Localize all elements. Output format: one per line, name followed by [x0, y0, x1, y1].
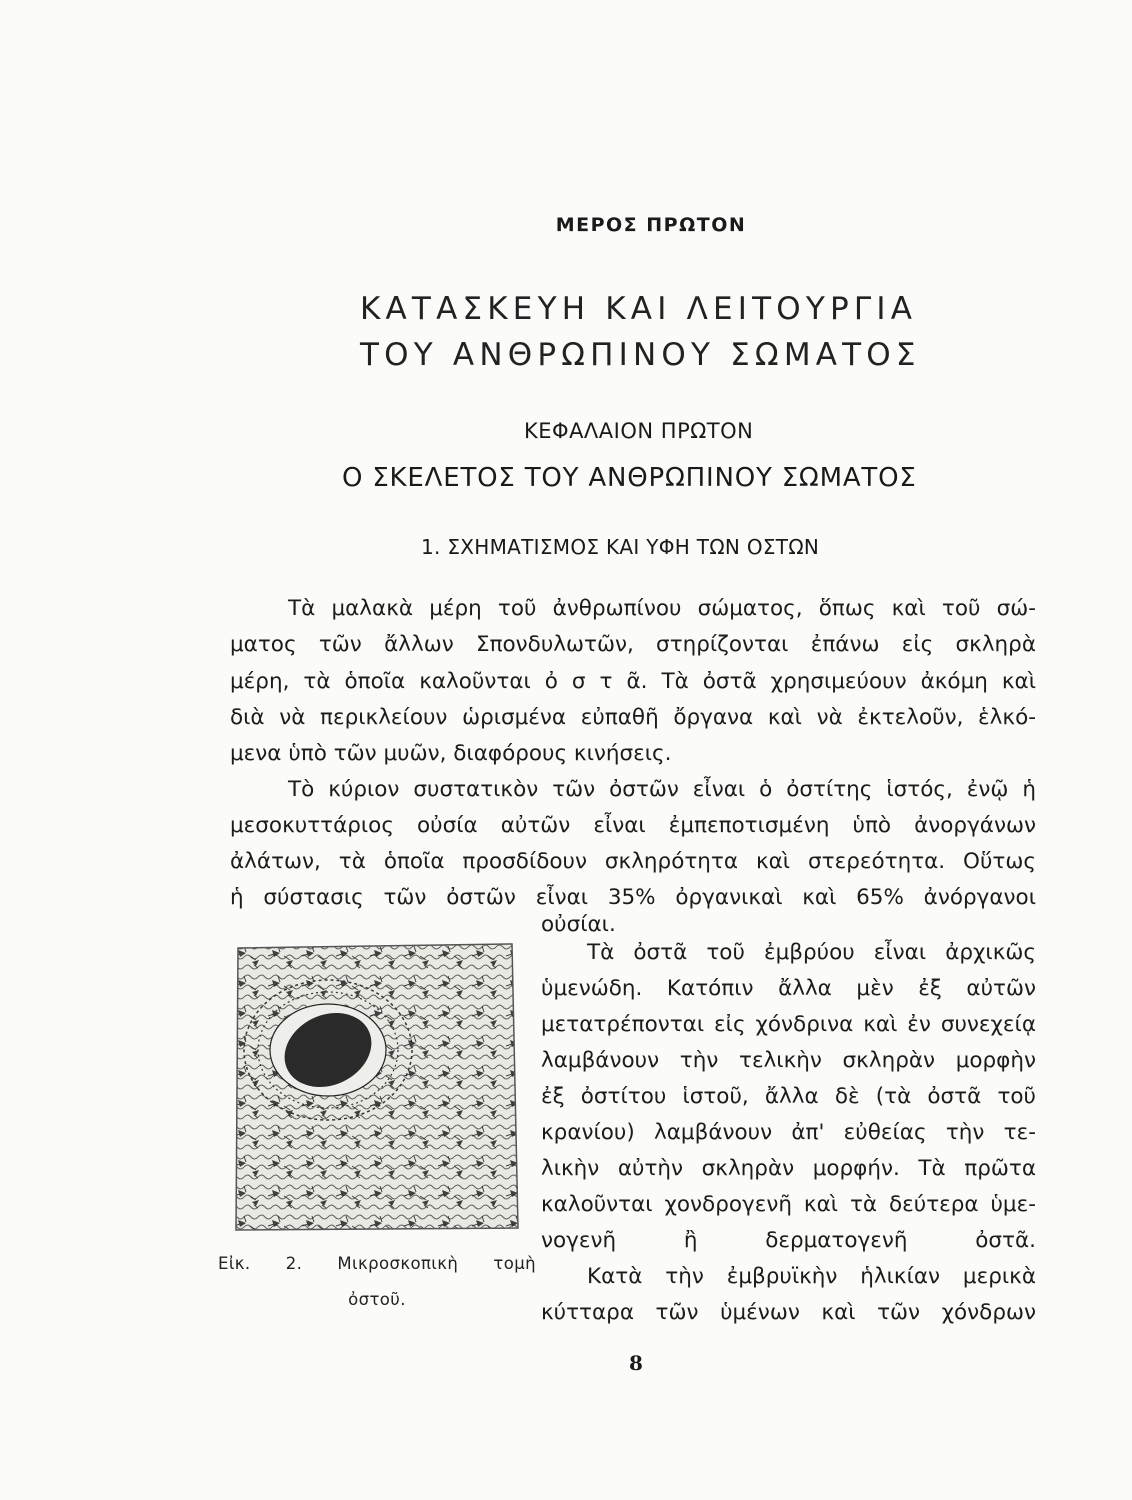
bone-microscopic-section-figure — [230, 942, 520, 1232]
paragraph-3-line: ὑμενώδη. Κατόπιν ἄλλα μὲν ἐξ αὐτῶν — [541, 976, 1036, 1001]
figure-caption-line-2: ὀστοῦ. — [348, 1290, 406, 1309]
paragraph-3-line: κρανίου) λαμβάνουν ἀπ' εὐθείας τὴν τε- — [541, 1120, 1036, 1145]
paragraph-4-line: κύτταρα τῶν ὑμένων καὶ τῶν χόνδρων — [541, 1300, 1036, 1325]
paragraph-3-line: μετατρέπονται εἰς χόνδρινα καὶ ἐν συνεχείᾳ — [541, 1012, 1036, 1037]
paragraph-1-line: μενα ὑπὸ τῶν μυῶν, διαφόρους κινήσεις. — [230, 741, 672, 766]
paragraph-1-line: Τὰ μαλακὰ μέρη τοῦ ἀνθρωπίνου σώματος, ὅπως καὶ τοῦ σώ- — [288, 596, 1036, 621]
main-title-line-2: ΤΟΥ ΑΝΘΡΩΠΙΝΟΥ ΣΩΜΑΤΟΣ — [360, 337, 921, 373]
paragraph-2-line: μεσοκυττάριος οὐσία αὐτῶν εἶναι ἐμπεποτισμένη ὑπὸ ἀνοργάνων — [230, 813, 1036, 838]
paragraph-4-line: Κατὰ τὴν ἐμβρυϊκὴν ἡλικίαν μερικὰ — [587, 1264, 1036, 1289]
chapter-title: Ο ΣΚΕΛΕΤΟΣ ΤΟΥ ΑΝΘΡΩΠΙΝΟΥ ΣΩΜΑΤΟΣ — [342, 463, 917, 493]
paragraph-1-line: μέρη, τὰ ὁποῖα καλοῦνται ὀ σ τ ᾶ. Τὰ ὀστᾶ χρησιμεύουν ἀκόμη καὶ — [230, 669, 1036, 694]
paragraph-3-line: λαμβάνουν τὴν τελικὴν σκληρὰν μορφὴν — [541, 1048, 1036, 1073]
paragraph-2-line: ἀλάτων, τὰ ὁποῖα προσδίδουν σκληρότητα καὶ στερεότητα. Οὕτως — [230, 849, 1036, 874]
paragraph-3-line: ἐξ ὀστίτου ἱστοῦ, ἄλλα δὲ (τὰ ὀστᾶ τοῦ — [541, 1084, 1036, 1109]
paragraph-3-line: καλοῦνται χονδρογενῆ καὶ τὰ δεύτερα ὑμε- — [541, 1192, 1036, 1217]
figure-caption-line-1: Εἰκ. 2. Μικροσκοπικὴ τομὴ — [218, 1254, 536, 1273]
paragraph-2-line: Τὸ κύριον συστατικὸν τῶν ὀστῶν εἶναι ὁ ὀστίτης ἱστός, ἐνῷ ἡ — [288, 777, 1036, 802]
paragraph-3-line: Τὰ ὀστᾶ τοῦ ἐμβρύου εἶναι ἀρχικῶς — [587, 940, 1036, 965]
paragraph-1-line: ματος τῶν ἄλλων Σπονδυλωτῶν, στηρίζονται ἐπάνω εἰς σκληρὰ — [230, 632, 1036, 657]
paragraph-1-line: διὰ νὰ περικλείουν ὡρισμένα εὐπαθῆ ὄργανα καὶ νὰ ἐκτελοῦν, ἑλκό- — [230, 705, 1036, 730]
paragraph-2-line: ἡ σύστασις τῶν ὀστῶν εἶναι 35% ὀργανικαὶ καὶ 65% ἀνόργανοι — [230, 885, 1036, 910]
page-number: 8 — [629, 1351, 643, 1375]
chapter-label: ΚΕΦΑΛΑΙΟΝ ΠΡΩΤΟΝ — [524, 419, 754, 443]
paragraph-3-line: λικὴν αὐτὴν σκληρὰν μορφήν. Τὰ πρῶτα — [541, 1156, 1036, 1181]
section-title: 1. ΣΧΗΜΑΤΙΣΜΟΣ ΚΑΙ ΥΦΗ ΤΩΝ ΟΣΤΩΝ — [421, 535, 820, 559]
part-title: ΜΕΡΟΣ ΠΡΩΤΟΝ — [555, 214, 747, 236]
paragraph-3-line: νογενῆ ἢ δερματογενῆ ὀστᾶ. — [541, 1228, 1036, 1253]
main-title-line-1: ΚΑΤΑΣΚΕΥΗ ΚΑΙ ΛΕΙΤΟΥΡΓΙΑ — [360, 291, 918, 327]
paragraph-2-line: οὐσίαι. — [541, 912, 616, 937]
